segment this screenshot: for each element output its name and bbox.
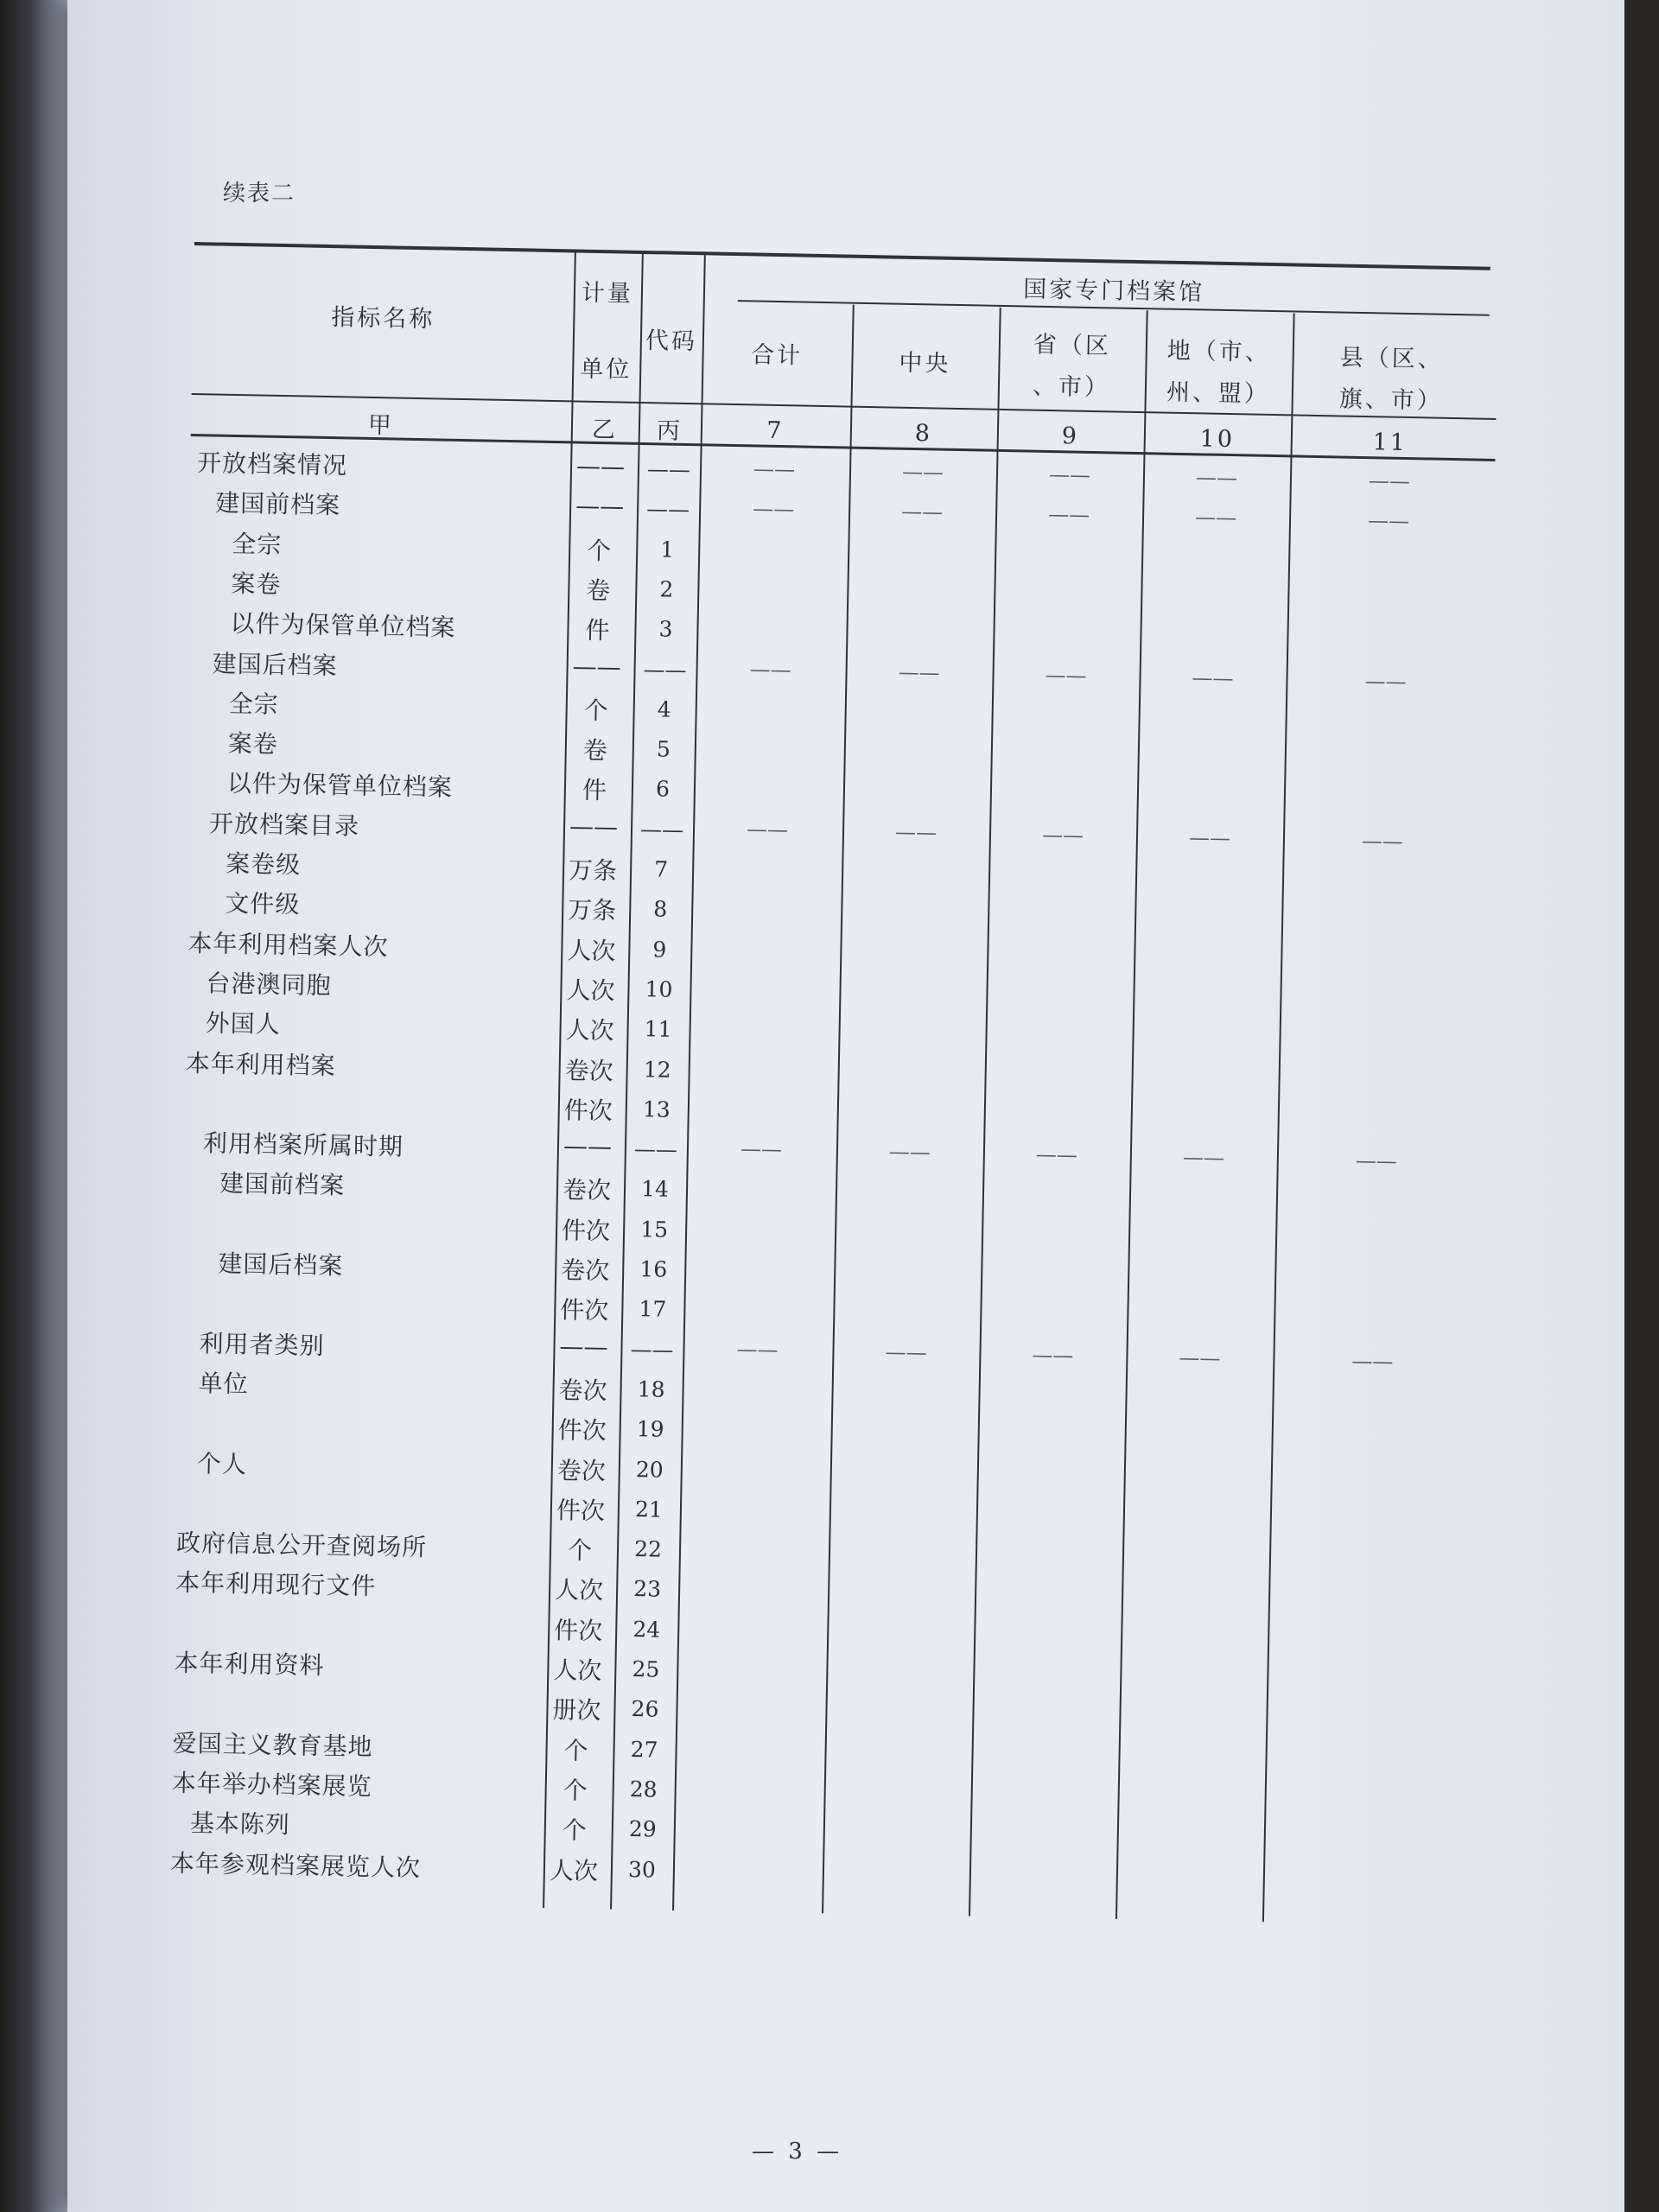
dash-cell: —— bbox=[1041, 822, 1084, 848]
code-cell: —— bbox=[645, 496, 690, 523]
header-prefecture-1: 地（市、 bbox=[1166, 337, 1272, 366]
code-cell: 29 bbox=[628, 1816, 658, 1842]
unit-cell: 人次 bbox=[565, 1015, 614, 1046]
unit-cell: 人次 bbox=[549, 1855, 599, 1885]
header-unit-top: 计量 bbox=[581, 279, 634, 308]
indicator-name: 政府信息公开查阅场所 bbox=[175, 1528, 428, 1562]
indicator-name: 建国后档案 bbox=[212, 648, 338, 680]
unit-cell: 件 bbox=[582, 776, 607, 805]
indicator-name: 个人 bbox=[196, 1448, 248, 1478]
unit-cell: —— bbox=[575, 451, 626, 481]
indicator-name: 全宗 bbox=[228, 689, 280, 719]
indicator-name: 外国人 bbox=[205, 1008, 281, 1039]
unit-cell: 卷 bbox=[586, 575, 611, 606]
header-unit-bottom: 单位 bbox=[579, 355, 632, 384]
indicator-name: 本年利用资料 bbox=[174, 1648, 325, 1681]
code-cell: 14 bbox=[640, 1176, 670, 1203]
code-cell: 2 bbox=[659, 576, 674, 602]
page-number: — 3 — bbox=[752, 2139, 843, 2164]
code-cell: —— bbox=[630, 1336, 674, 1363]
unit-cell: 件次 bbox=[556, 1496, 606, 1526]
code-cell: 6 bbox=[655, 776, 671, 803]
dash-cell: —— bbox=[752, 496, 795, 522]
unit-cell: 件次 bbox=[563, 1096, 613, 1126]
code-cell: 7 bbox=[653, 856, 669, 882]
indicator-name: 利用档案所属时期 bbox=[202, 1128, 404, 1161]
unit-cell: 人次 bbox=[553, 1656, 602, 1686]
indicator-name: 建国前档案 bbox=[214, 488, 341, 520]
unit-cell: —— bbox=[575, 491, 625, 521]
unit-cell: 件次 bbox=[560, 1295, 609, 1325]
dash-cell: —— bbox=[740, 1136, 783, 1162]
code-cell: 27 bbox=[630, 1736, 658, 1763]
code-cell: 3 bbox=[658, 616, 673, 642]
indicator-name: 案卷级 bbox=[225, 849, 302, 880]
indicator-name: 爱国主义教育基地 bbox=[172, 1728, 373, 1761]
unit-cell: —— bbox=[569, 811, 619, 842]
indicator-name: 案卷 bbox=[227, 728, 279, 760]
dash-cell: —— bbox=[1355, 1148, 1398, 1174]
header-county-2: 旗、市） bbox=[1338, 385, 1444, 415]
table-caption: 续表二 bbox=[223, 181, 296, 207]
header-province-1: 省（区 bbox=[1033, 331, 1112, 360]
indicator-name: 台港澳同胞 bbox=[206, 969, 332, 1001]
indicator-name: 建国前档案 bbox=[219, 1169, 346, 1200]
header-group-title: 国家专门档案馆 bbox=[1022, 276, 1205, 307]
col-number-9: 9 bbox=[1061, 423, 1080, 450]
code-cell: 10 bbox=[645, 976, 673, 1002]
unit-cell: 个 bbox=[563, 1776, 588, 1805]
unit-cell: 万条 bbox=[567, 895, 617, 925]
unit-cell: 件次 bbox=[557, 1415, 607, 1446]
indicator-name: 以件为保管单位档案 bbox=[230, 609, 456, 643]
code-cell: 9 bbox=[652, 936, 667, 963]
dash-cell: —— bbox=[1047, 502, 1090, 528]
code-cell: 11 bbox=[644, 1016, 672, 1042]
indicator-name: 案卷 bbox=[231, 569, 282, 599]
code-cell: 8 bbox=[653, 896, 668, 922]
unit-cell: 个 bbox=[562, 1815, 588, 1846]
indicator-name: 开放档案目录 bbox=[208, 809, 360, 841]
code-cell: —— bbox=[643, 656, 687, 683]
header-prefecture-2: 州、盟） bbox=[1166, 378, 1271, 408]
dash-cell: —— bbox=[1364, 668, 1407, 694]
code-cell: 22 bbox=[633, 1536, 663, 1562]
col-number-11: 11 bbox=[1372, 429, 1408, 456]
indicator-name: 本年利用档案 bbox=[185, 1048, 337, 1080]
code-cell: 17 bbox=[639, 1296, 667, 1323]
unit-cell: 人次 bbox=[554, 1575, 604, 1605]
header-indicator-name: 指标名称 bbox=[331, 304, 435, 334]
unit-cell: 万条 bbox=[568, 855, 618, 886]
dash-cell: —— bbox=[888, 1139, 931, 1165]
code-cell: 21 bbox=[634, 1496, 664, 1522]
dash-cell: —— bbox=[746, 817, 789, 842]
code-cell: 30 bbox=[627, 1856, 657, 1883]
dash-cell: —— bbox=[1195, 465, 1238, 491]
unit-cell: 个 bbox=[586, 536, 612, 565]
label-yi: 乙 bbox=[591, 416, 619, 444]
code-cell: —— bbox=[639, 816, 684, 842]
dash-cell: —— bbox=[1194, 505, 1237, 531]
indicator-name: 本年参观档案展览人次 bbox=[169, 1848, 422, 1882]
code-cell: 28 bbox=[629, 1776, 658, 1802]
unit-cell: 个 bbox=[567, 1535, 593, 1566]
book-spine-shadow bbox=[0, 0, 67, 2212]
unit-cell: 件次 bbox=[553, 1615, 603, 1646]
unit-cell: —— bbox=[572, 651, 621, 682]
unit-cell: 册次 bbox=[552, 1695, 601, 1726]
indicator-name: 以件为保管单位档案 bbox=[226, 769, 454, 803]
indicator-name: 单位 bbox=[198, 1369, 249, 1399]
code-cell: 18 bbox=[637, 1376, 665, 1402]
col-number-8: 8 bbox=[914, 420, 933, 448]
code-cell: 16 bbox=[639, 1256, 668, 1282]
header-central: 中央 bbox=[899, 349, 951, 378]
unit-cell: —— bbox=[563, 1131, 613, 1161]
unit-cell: 卷次 bbox=[556, 1455, 607, 1485]
unit-cell: 卷次 bbox=[560, 1255, 610, 1286]
code-cell: 20 bbox=[635, 1456, 664, 1483]
code-cell: 5 bbox=[656, 736, 671, 762]
unit-cell: —— bbox=[559, 1331, 608, 1362]
dash-cell: —— bbox=[1188, 824, 1231, 850]
code-cell: 1 bbox=[660, 537, 675, 563]
dash-cell: —— bbox=[901, 459, 944, 485]
dash-cell: —— bbox=[1368, 468, 1411, 494]
dash-cell: —— bbox=[736, 1336, 779, 1362]
dash-cell: —— bbox=[885, 1339, 927, 1365]
indicator-name: 建国后档案 bbox=[217, 1249, 344, 1281]
dash-cell: —— bbox=[1192, 664, 1234, 690]
indicator-name: 开放档案情况 bbox=[196, 448, 348, 480]
label-bing: 丙 bbox=[656, 417, 683, 445]
unit-cell: 件 bbox=[585, 615, 610, 645]
dash-cell: —— bbox=[1048, 462, 1091, 487]
header-county-1: 县（区、 bbox=[1339, 344, 1444, 373]
code-cell: 13 bbox=[642, 1096, 671, 1122]
header-code: 代码 bbox=[645, 327, 698, 356]
indicator-name: 文件级 bbox=[224, 889, 301, 919]
dash-cell: —— bbox=[1179, 1344, 1221, 1370]
code-cell: 12 bbox=[643, 1056, 671, 1083]
header-province-2: 、市） bbox=[1032, 372, 1111, 402]
indicator-name: 基本陈列 bbox=[189, 1808, 291, 1840]
statistics-table bbox=[162, 242, 1508, 1935]
dash-cell: —— bbox=[749, 656, 791, 682]
code-cell: 26 bbox=[631, 1696, 659, 1722]
dash-cell: —— bbox=[1032, 1342, 1074, 1368]
unit-cell: 卷次 bbox=[558, 1376, 607, 1406]
unit-cell: 人次 bbox=[567, 936, 616, 966]
label-jia: 甲 bbox=[367, 411, 395, 440]
col-number-10: 10 bbox=[1199, 425, 1236, 454]
indicator-name: 本年利用档案人次 bbox=[188, 928, 389, 962]
dash-cell: —— bbox=[1367, 508, 1410, 534]
indicator-name: 利用者类别 bbox=[199, 1328, 325, 1360]
code-cell: 4 bbox=[657, 696, 671, 722]
unit-cell: 件次 bbox=[561, 1216, 611, 1246]
code-cell: 19 bbox=[636, 1416, 664, 1442]
indicator-name: 本年举办档案展览 bbox=[171, 1768, 373, 1802]
indicator-name: 全宗 bbox=[231, 529, 283, 559]
unit-cell: 卷次 bbox=[562, 1175, 612, 1205]
unit-cell: 个 bbox=[583, 696, 608, 726]
unit-cell: 卷次 bbox=[564, 1055, 613, 1085]
dash-cell: —— bbox=[898, 659, 940, 685]
code-cell: —— bbox=[646, 456, 691, 483]
unit-cell: 个 bbox=[563, 1736, 588, 1765]
code-cell: 15 bbox=[639, 1216, 669, 1243]
dash-cell: —— bbox=[894, 819, 938, 845]
header-total: 合计 bbox=[750, 341, 804, 370]
dash-cell: —— bbox=[1361, 828, 1404, 854]
code-cell: —— bbox=[633, 1136, 678, 1163]
dash-cell: —— bbox=[753, 456, 796, 482]
code-cell: 25 bbox=[632, 1656, 660, 1682]
dash-cell: —— bbox=[900, 499, 944, 524]
col-number-7: 7 bbox=[766, 416, 785, 445]
unit-cell: 卷 bbox=[582, 735, 608, 766]
dash-cell: —— bbox=[1182, 1145, 1225, 1171]
code-cell: 23 bbox=[632, 1576, 662, 1603]
indicator-name: 本年利用现行文件 bbox=[175, 1568, 377, 1601]
dash-cell: —— bbox=[1351, 1348, 1394, 1374]
dash-cell: —— bbox=[1045, 662, 1087, 688]
code-cell: 24 bbox=[632, 1616, 661, 1643]
dash-cell: —— bbox=[1035, 1141, 1078, 1167]
unit-cell: 人次 bbox=[566, 976, 615, 1006]
